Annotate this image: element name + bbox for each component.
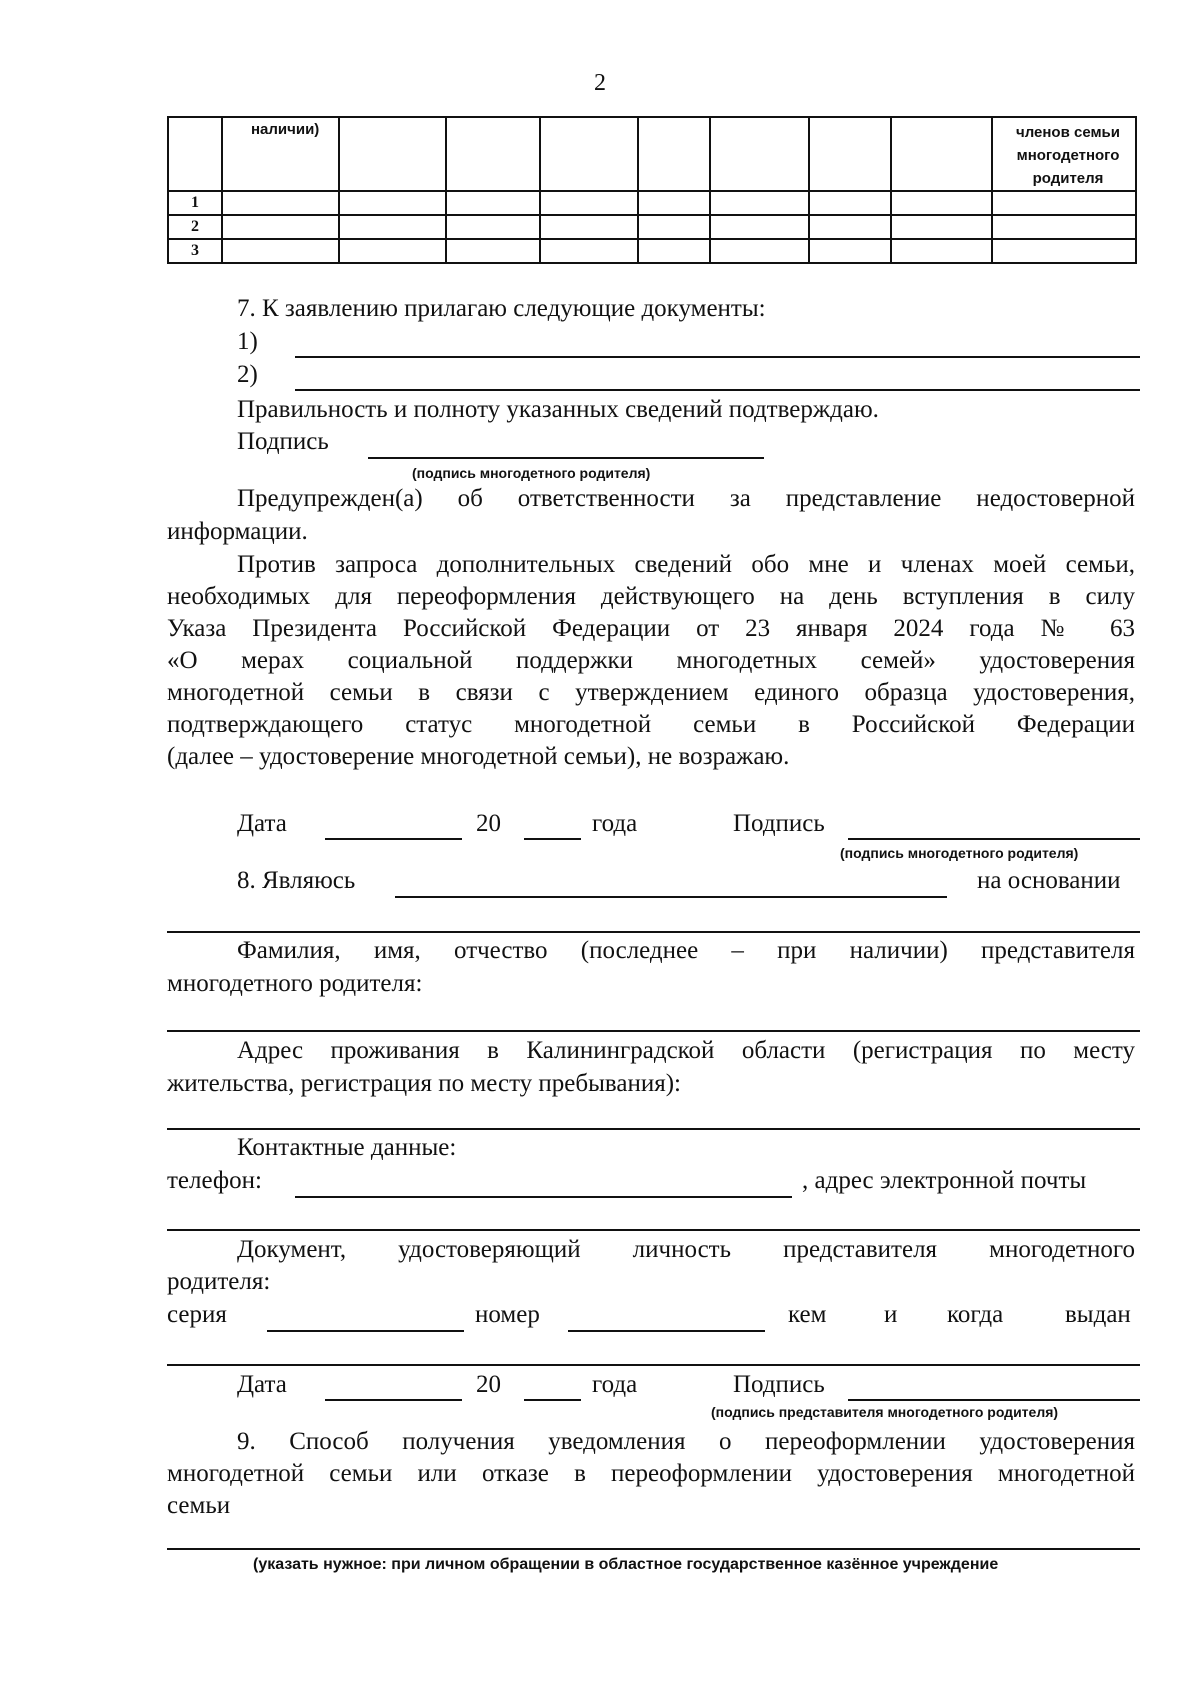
year-field[interactable] — [524, 1399, 581, 1401]
header-right-line: родителя — [1032, 170, 1104, 187]
attachment-item-1-field[interactable] — [295, 356, 1140, 358]
year-prefix: 20 — [476, 1371, 501, 1398]
date-label: Дата — [237, 810, 287, 837]
warning-text-line: Предупрежден(а) об ответственности за представление недостоверной — [237, 485, 1135, 512]
issued-word: кем — [788, 1301, 827, 1328]
consent-text-line: «О мерах социальной поддержки многодетных семей» удостоверения — [167, 647, 1135, 674]
row-number: 3 — [168, 239, 222, 263]
row-number: 1 — [168, 191, 222, 215]
number-field[interactable] — [568, 1330, 765, 1332]
family-members-table — [167, 116, 1137, 264]
date-label: Дата — [237, 1371, 287, 1398]
consent-text-line: Против запроса дополнительных сведений обо мне и членах моей семьи, — [237, 551, 1135, 578]
basis-label: на основании — [977, 867, 1121, 894]
date-field[interactable] — [325, 1399, 462, 1401]
consent-text-line: необходимых для переоформления действующего на день вступления в силу — [167, 583, 1135, 610]
section-9-text-line: многодетной семьи или отказе в переоформлении удостоверения многодетной — [167, 1460, 1135, 1487]
attachment-item-2-label: 2) — [237, 361, 258, 388]
page-number: 2 — [594, 70, 606, 96]
table-row — [168, 191, 1136, 215]
issued-by-field[interactable] — [167, 1364, 1140, 1366]
email-field[interactable] — [167, 1229, 1140, 1231]
signature-caption: (подпись многодетного родителя) — [412, 465, 651, 481]
representative-status-field[interactable] — [395, 896, 947, 898]
phone-field[interactable] — [295, 1196, 792, 1198]
number-label: номер — [475, 1301, 540, 1328]
fio-text-line: Фамилия, имя, отчество (последнее – при наличии) представителя — [237, 937, 1135, 964]
warning-text-line: информации. — [167, 518, 308, 545]
address-text-line: Адрес проживания в Калининградской области (регистрация по месту — [237, 1037, 1135, 1064]
section-7-heading: 7. К заявлению прилагаю следующие документы: — [237, 295, 766, 322]
signature-label: Подпись — [237, 428, 329, 455]
sign-caption: (подпись представителя многодетного родителя) — [711, 1404, 1059, 1420]
year-suffix: года — [592, 1371, 638, 1398]
id-doc-text-line: Документ, удостоверяющий личность представителя многодетного — [237, 1236, 1135, 1263]
contacts-label: Контактные данные: — [237, 1134, 457, 1161]
year-suffix: года — [592, 810, 638, 837]
issued-word: когда — [947, 1301, 1004, 1328]
phone-label: телефон: — [167, 1167, 262, 1194]
header-cell-right — [992, 117, 1136, 191]
notification-hint: (указать нужное: при личном обращении в областное государственное казённое учреждение — [253, 1556, 999, 1573]
id-doc-text-line: родителя: — [167, 1268, 271, 1295]
sign-field[interactable] — [848, 838, 1140, 840]
consent-text-line: Указа Президента Российской Федерации от 23 января 2024 года № 63 — [167, 615, 1135, 642]
issued-word: выдан — [1065, 1301, 1131, 1328]
section-9-text-line: семьи — [167, 1492, 231, 1519]
table-row — [168, 215, 1136, 239]
confirm-text: Правильность и полноту указанных сведений подтверждаю. — [237, 396, 879, 423]
sign-label: Подпись — [733, 810, 825, 837]
attachment-item-2-field[interactable] — [295, 389, 1140, 391]
header-right-line: многодетного — [1016, 147, 1120, 164]
consent-text-line: (далее – удостоверение многодетной семьи), не возражаю. — [167, 743, 790, 770]
signature-field[interactable] — [368, 457, 764, 459]
row-number: 2 — [168, 215, 222, 239]
year-prefix: 20 — [476, 810, 501, 837]
consent-text-line: подтверждающего статус многодетной семьи в Российской Федерации — [167, 711, 1135, 738]
attachment-item-1-label: 1) — [237, 328, 258, 355]
address-field[interactable] — [167, 1128, 1140, 1130]
sign-label: Подпись — [733, 1371, 825, 1398]
section-9-text-line: 9. Способ получения уведомления о переоформлении удостоверения — [237, 1428, 1135, 1455]
series-field[interactable] — [267, 1330, 464, 1332]
series-label: серия — [167, 1301, 227, 1328]
basis-field[interactable] — [167, 931, 1140, 933]
date-field[interactable] — [325, 838, 462, 840]
address-text-line: жительства, регистрация по месту пребывания): — [167, 1070, 682, 1097]
consent-text-line: многодетной семьи в связи с утверждением единого образца удостоверения, — [167, 679, 1135, 706]
notification-method-field[interactable] — [167, 1548, 1140, 1550]
table-header-row — [168, 117, 1136, 191]
fio-text-line: многодетного родителя: — [167, 970, 423, 997]
issued-word: и — [884, 1301, 898, 1328]
header-cell-left: наличии) — [222, 117, 339, 191]
fio-field[interactable] — [167, 1030, 1140, 1032]
email-label: , адрес электронной почты — [802, 1167, 1087, 1194]
section-8-heading: 8. Являюсь — [237, 867, 356, 894]
sign-field[interactable] — [848, 1399, 1140, 1401]
header-right-line: членов семьи — [1015, 124, 1121, 141]
sign-caption: (подпись многодетного родителя) — [840, 845, 1079, 861]
year-field[interactable] — [524, 838, 581, 840]
table-row — [168, 239, 1136, 263]
